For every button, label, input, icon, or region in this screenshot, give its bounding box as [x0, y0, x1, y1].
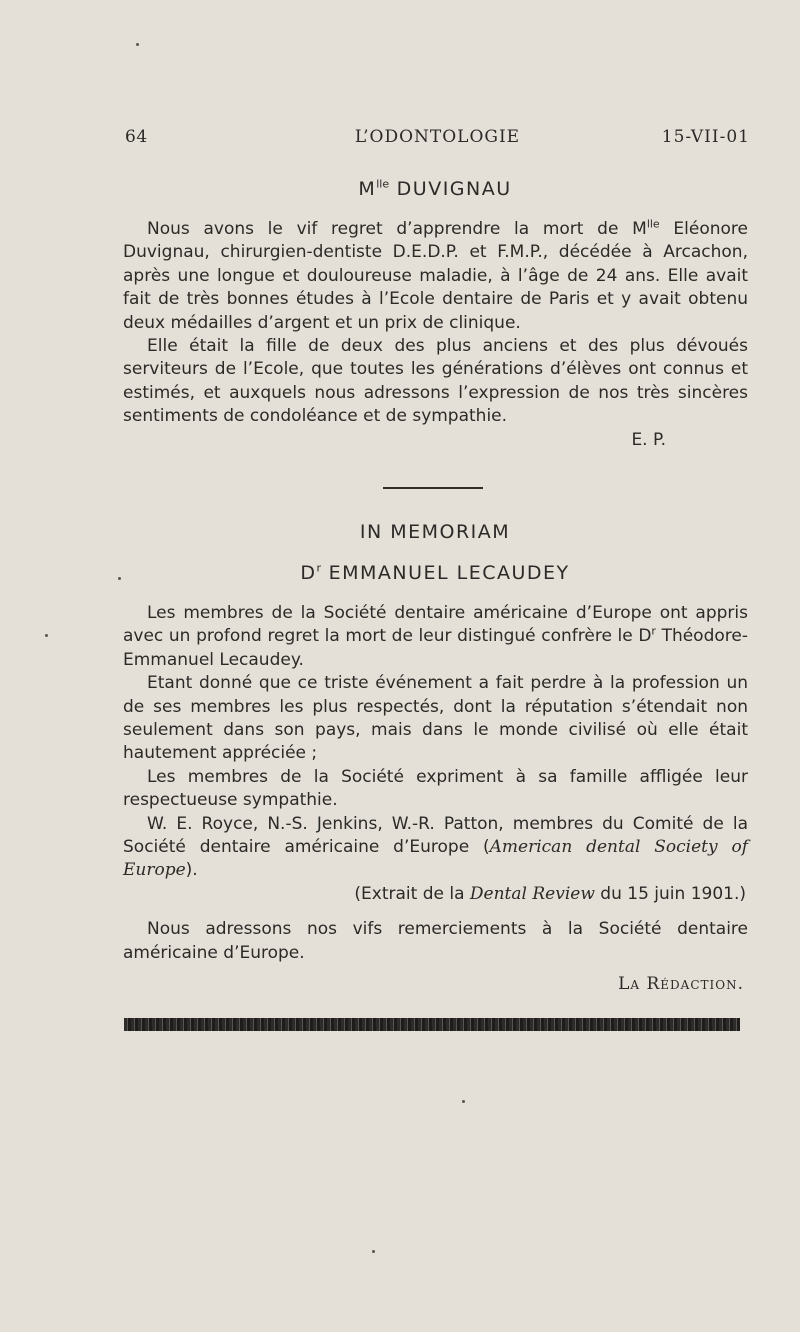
memoriam-p1-text-a: Les membres de la Société dentaire américaine d’Europe ont appris avec un profond regret la mort de leur distingué confrère le D [123, 603, 748, 647]
obituary-paragraph-2: Elle était la fille de deux des plus anciens et des plus dévoués serviteurs de l’Ecole, que toutes les générations d’élèves ont connus et estimés, et auxquels nous adressons l’expression de nos très sincères sentiments de condoléance et de sympathie. [123, 336, 748, 427]
memoriam-body [123, 602, 748, 997]
memoriam-paragraph-3: Les membres de la Société expriment à sa famille affligée leur respectueuse sympathie. [123, 766, 748, 811]
memoriam-paragraph-2: Etant donné que ce triste événement a fait perdre à la profession un de ses membres les plus respectés, dont la réputation s’étendait non seulement dans son pays, mais dans le monde civilisé où elle était hautement appréciée ; [123, 673, 748, 764]
memoriam-subheading-name: EMMANUEL LECAUDEY [321, 562, 570, 584]
obituary-title-name: DUVIGNAU [396, 178, 512, 200]
obituary-title-prefix: M [358, 178, 377, 200]
paper-speck [372, 1250, 375, 1253]
obituary-p1-text-b: Eléonore Duvignau, chirurgien-dentiste D.E.D.P. et F.M.P., décédée à Arcachon, après une longue et douloureuse maladie, à l’âge de 24 ans. Elle avait fait de très bonnes études à l’Ecole dentaire de Paris et y avait obtenu deux médailles d’argent et un prix de clinique. [123, 219, 748, 333]
memoriam-paragraph-1 [123, 602, 748, 672]
obituary-p1-text-a: Nous avons le vif regret d’apprendre la mort de M [147, 219, 647, 239]
issue-date: 15-VII-01 [661, 127, 750, 147]
memoriam-p1-sup: r [651, 624, 656, 638]
paper-speck [136, 43, 139, 46]
paper-speck [118, 577, 121, 580]
memoriam-source-italic: Dental Review [469, 883, 595, 904]
obituary-signature: E. P. [631, 429, 666, 450]
obituary-p1-sup: lle [646, 217, 660, 231]
memoriam-p4-italic: American dental Society of Europe [123, 837, 748, 881]
page-number: 64 [125, 127, 148, 147]
memoriam-p1-text-b: Théodore-Emmanuel Lecaudey. [123, 626, 748, 670]
memoriam-heading: IN MEMORIAM [359, 521, 511, 543]
memoriam-paragraph-4 [123, 813, 748, 883]
journal-title: L’ODONTOLOGIE [354, 127, 521, 147]
memoriam-subheading [120, 562, 750, 584]
decorative-bar [124, 1018, 740, 1031]
paper-speck [45, 634, 48, 637]
memoriam-paragraph-5: Nous adressons nos vifs remerciements à la Société dentaire américaine d’Europe. [123, 919, 748, 963]
obituary-paragraph-1 [123, 218, 748, 335]
running-head [125, 127, 750, 151]
memoriam-subheading-prefix: D [300, 562, 317, 584]
memoriam-p4-text-b: ). [185, 860, 198, 881]
memoriam-source-text-b: du 15 juin 1901.) [594, 883, 746, 904]
section-divider [383, 487, 483, 489]
memoriam-source-text-a: (Extrait de la [354, 883, 470, 904]
obituary-title-sup: lle [376, 177, 390, 191]
obituary-title [120, 178, 750, 200]
memoriam-source-note [123, 883, 748, 906]
memoriam-subheading-sup: r [316, 561, 322, 575]
memoriam-signature: La Rédaction. [618, 974, 744, 995]
memoriam-p4-text-a: W. E. Royce, N.-S. Jenkins, W.-R. Patton, membres du Comité de la Société dentaire américaine d’Europe ( [123, 813, 748, 858]
obituary-body [123, 218, 748, 452]
paper-speck [462, 1100, 465, 1103]
